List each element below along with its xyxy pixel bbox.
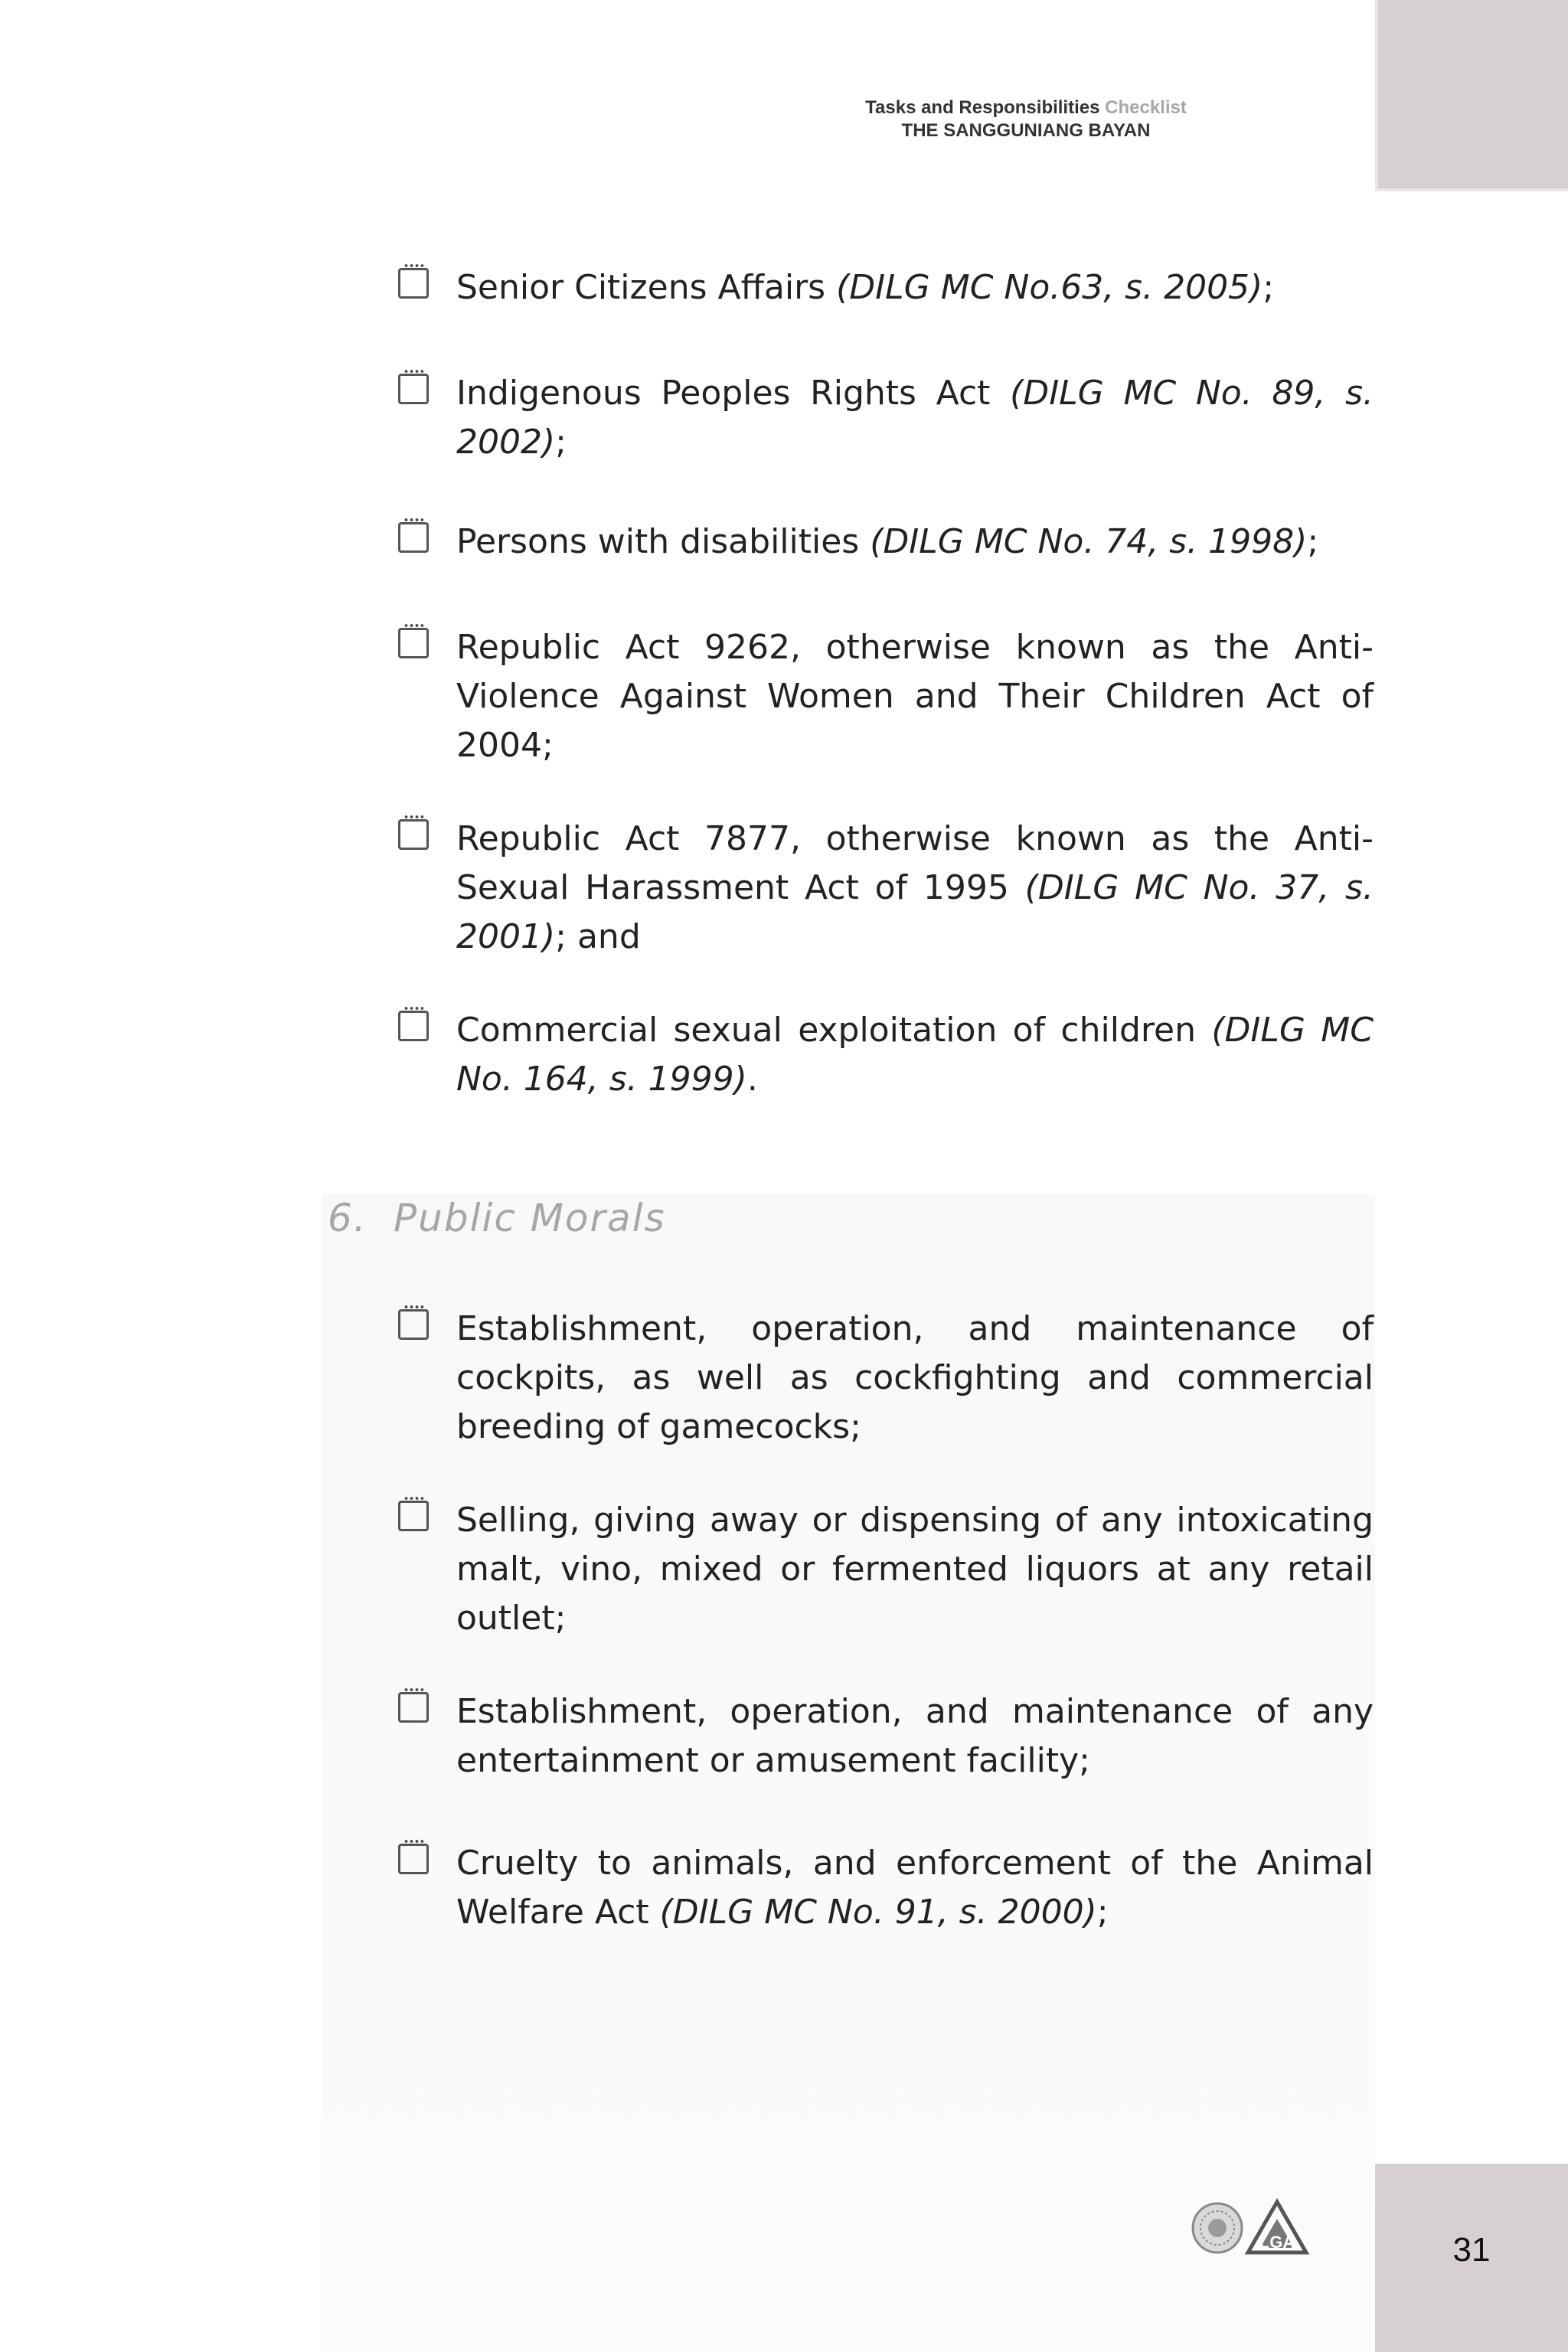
header-title-checklist: Checklist [1105,97,1187,118]
checkbox-icon[interactable] [398,819,429,850]
header-subtitle: THE SANGGUNIANG BAYAN [901,120,1151,141]
checkbox-icon[interactable] [398,628,429,658]
item-text: Cruelty to animals, and enforcement of the Animal Welfare Act (DILG MC No. 91, s. 2000); [456,1844,1374,1932]
checkbox-icon[interactable] [398,374,429,404]
item-text: Establishment, operation, and maintenance of cockpits, as well as cockfighting and commercial breeding of gamecocks; [456,1309,1374,1446]
running-header [812,96,1240,142]
checkbox-icon[interactable] [398,1692,429,1723]
item-text: Indigenous Peoples Rights Act (DILG MC No. 89, s. 2002); [456,374,1374,462]
header-title: Tasks and Responsibilities Checklist [865,97,1187,118]
corner-tab-bottom [1375,2164,1568,2352]
item-text: Selling, giving away or dispensing of any intoxicating malt, vino, mixed or fermented liquors at any retail outlet; [456,1501,1374,1638]
item-text: Senior Citizens Affairs (DILG MC No.63, s. 2005); [456,268,1275,307]
lga-logo-letters: LGA [1259,2233,1295,2252]
item-text: Republic Act 7877, otherwise known as the Anti-Sexual Harassment Act of 1995 (DILG MC No. 37, s. 2001); and [456,819,1374,956]
section-heading [328,1196,666,1240]
corner-tab-top [1375,0,1568,191]
item-text: Republic Act 9262, otherwise known as the Anti-Violence Against Women and Their Children Act of 2004; [456,628,1374,765]
checkbox-icon[interactable] [398,1501,429,1531]
item-text: Commercial sexual exploitation of children (DILG MC No. 164, s. 1999). [456,1011,1374,1099]
item-text: Persons with disabilities (DILG MC No. 74, s. 1998); [456,522,1319,561]
checkbox-icon[interactable] [398,522,429,553]
checkbox-icon[interactable] [398,1844,429,1874]
section-title: Public Morals [394,1196,666,1240]
checkbox-icon[interactable] [398,1011,429,1041]
checkbox-icon[interactable] [398,268,429,299]
checkbox-icon[interactable] [398,1309,429,1340]
lga-logo-icon [1248,2202,1306,2252]
dilg-seal-icon [1193,2203,1242,2252]
page-number: 31 [1452,2231,1491,2269]
item-text: Establishment, operation, and maintenance of any entertainment or amusement facility; [456,1692,1374,1780]
footer-logos [1191,2197,1314,2259]
section-number: 6. [328,1196,368,1240]
